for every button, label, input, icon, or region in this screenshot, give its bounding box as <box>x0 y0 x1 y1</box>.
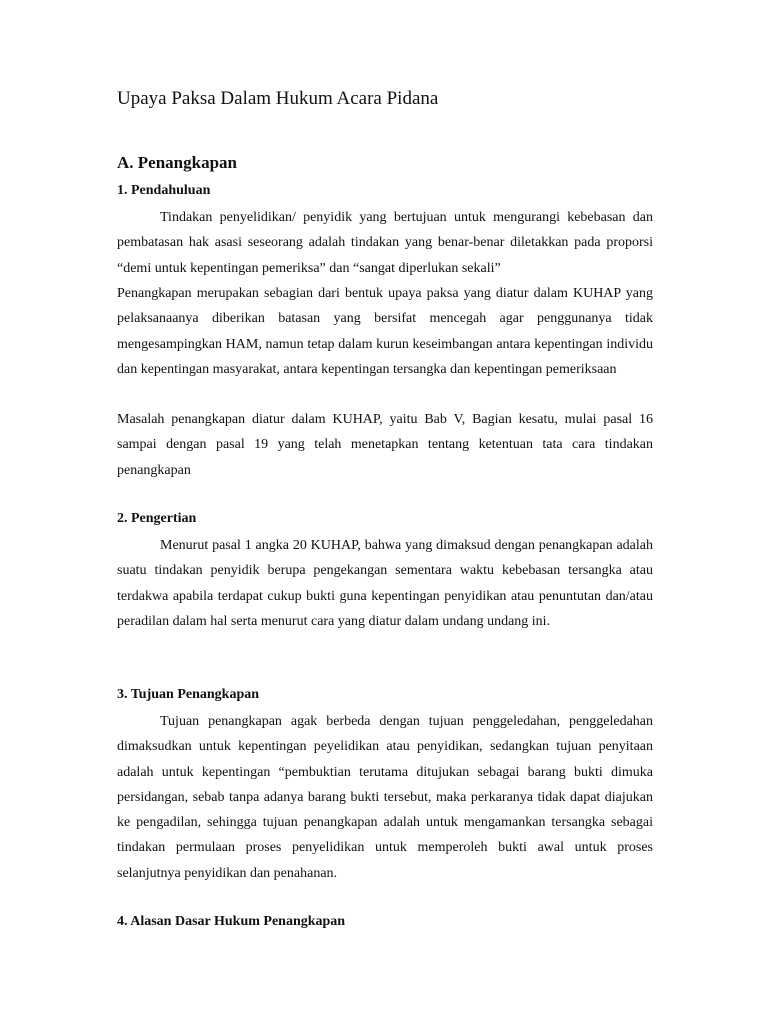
paragraph-pengertian: Menurut pasal 1 angka 20 KUHAP, bahwa yang dimaksud dengan penangkapan adalah suatu tindakan penyidik berupa pengekangan sementara waktu kebebasan tersangka atau terdakwa apabila terdapat cukup bukti guna kepentingan penyidikan atau penuntutan dan/atau peradilan dalam hal serta menurut cara yang diatur dalam undang undang ini. <box>117 538 653 629</box>
paragraph-tujuan-penangkapan: Tujuan penangkapan agak berbeda dengan tujuan penggeledahan, penggeledahan dimaksudkan untuk kepentingan peyelidikan atau penyidikan, sedangkan tujuan penyitaan adalah untuk kepentingan “pembuktian terutama ditujukan sebagai barang bukti dimuka persidangan, sebab tanpa adanya barang bukti tersebut, maka perkaranya tidak dapat diajukan ke pengadilan, sehingga tujuan penangkapan adalah untuk mengamankan tersangka sebagai tindakan permulaan proses penyelidikan untuk memperoleh bukti awal untuk proses selanjutnya penyidikan dan penahanan. <box>117 714 653 881</box>
paragraph-pendahuluan-2: Penangkapan merupakan sebagian dari bentuk upaya paksa yang diatur dalam KUHAP yang pelaksanaanya diberikan batasan yang bersifat mencegah agar penggunanya tidak mengesampingkan HAM, namun tetap dalam kurun keseimbangan antara kepentingan individu dan kepentingan masyarakat, antara kepentingan tersangka dan kepentingan pemeriksaan <box>117 286 653 377</box>
paragraph-pendahuluan-1: Tindakan penyelidikan/ penyidik yang bertujuan untuk mengurangi kebebasan dan pembatasan hak asasi seseorang adalah tindakan yang benar-benar diletakkan pada proporsi “demi untuk kepentingan pemeriksa” dan “sangat diperlukan sekali” <box>117 210 653 276</box>
document-title: Upaya Paksa Dalam Hukum Acara Pidana <box>117 88 439 109</box>
subsection-heading-tujuan-penangkapan: 3. Tujuan Penangkapan <box>117 687 260 702</box>
subsection-heading-alasan-dasar-hukum: 4. Alasan Dasar Hukum Penangkapan <box>117 914 346 929</box>
section-heading-penangkapan: A. Penangkapan <box>117 153 237 172</box>
subsection-heading-pendahuluan: 1. Pendahuluan <box>117 183 211 198</box>
subsection-heading-pengertian: 2. Pengertian <box>117 511 197 526</box>
paragraph-pendahuluan-3: Masalah penangkapan diatur dalam KUHAP, yaitu Bab V, Bagian kesatu, mulai pasal 16 sampai dengan pasal 19 yang telah menetapkan tentang ketentuan tata cara tindakan penangkapan <box>117 412 653 478</box>
